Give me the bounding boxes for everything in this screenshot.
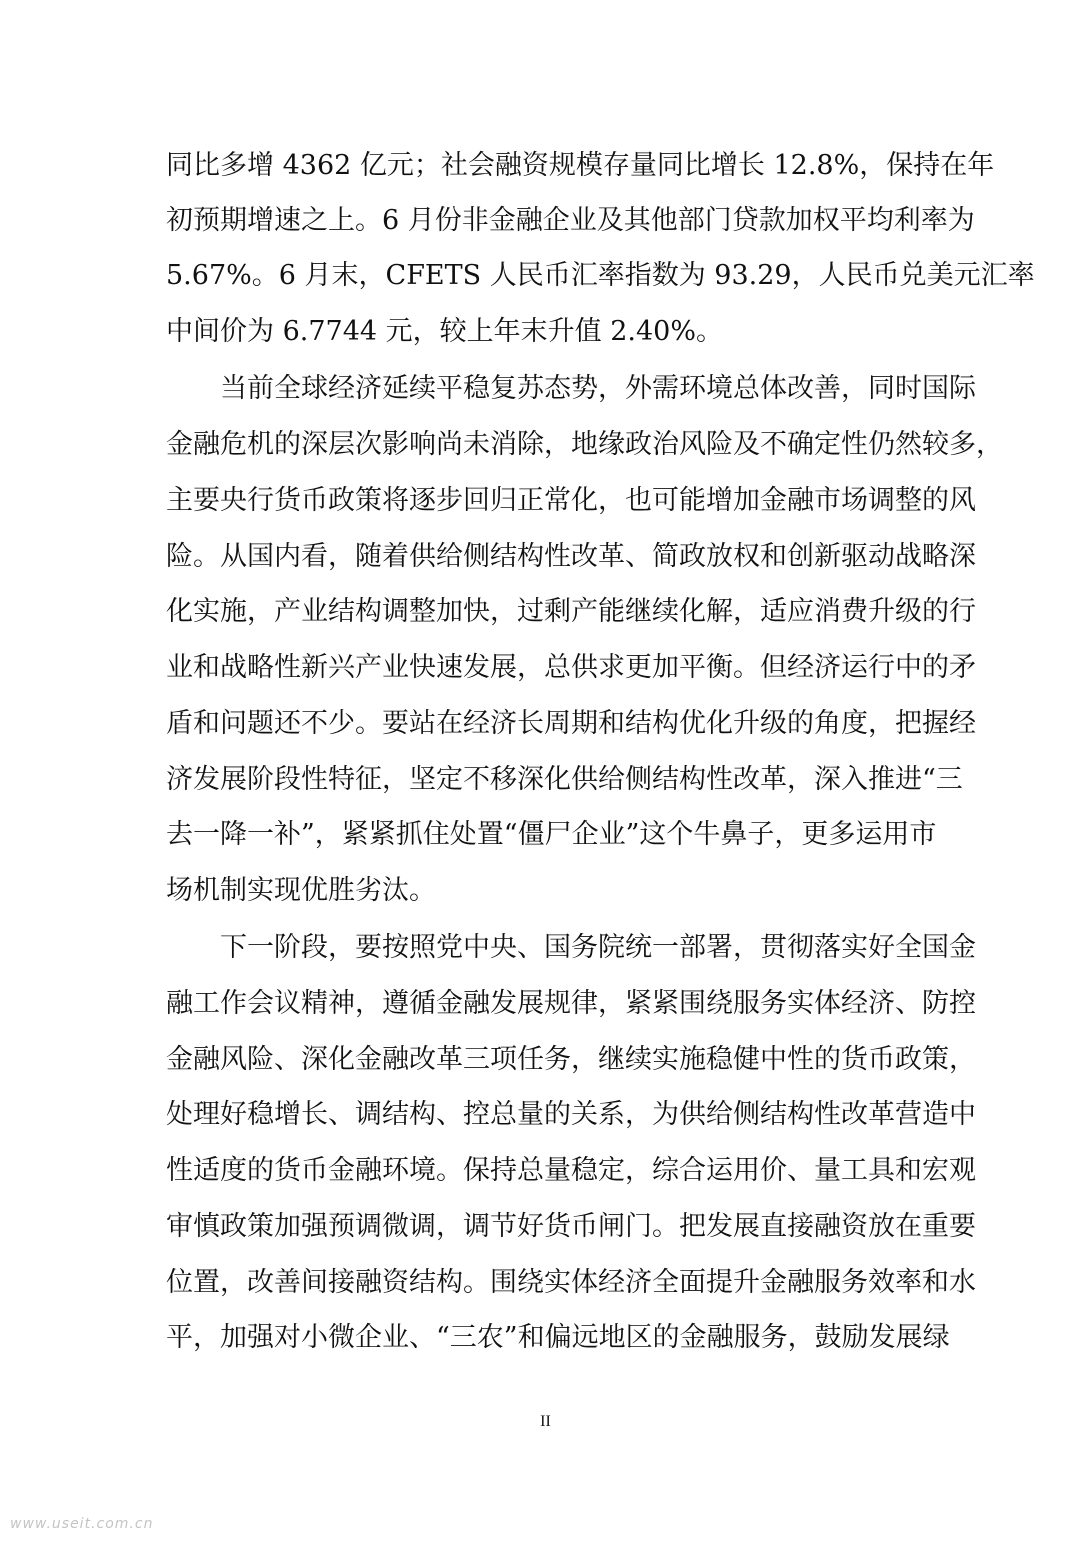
paragraph-2-line-10: 场机制实现优胜劣汰。 <box>166 875 436 906</box>
paragraph-2-line-8: 济发展阶段性特征，坚定不移深化供给侧结构性改革，深入推进“三 <box>166 764 963 795</box>
paragraph-3-line-5: 性适度的货币金融环境。保持总量稳定，综合运用价、量工具和宏观 <box>166 1155 976 1186</box>
paragraph-3-line-6: 审慎政策加强预调微调，调节好货币闸门。把发展直接融资放在重要 <box>166 1211 976 1242</box>
paragraph-2-line-2: 金融危机的深层次影响尚未消除，地缘政治风险及不确定性仍然较多， <box>166 429 1003 460</box>
paragraph-3-line-3: 金融风险、深化金融改革三项任务，继续实施稳健中性的货币政策， <box>166 1044 976 1075</box>
watermark: www.useit.com.cn <box>10 1516 154 1532</box>
paragraph-2-line-3: 主要央行货币政策将逐步回归正常化，也可能增加金融市场调整的风 <box>166 485 976 516</box>
paragraph-2-line-6: 业和战略性新兴产业快速发展，总供求更加平衡。但经济运行中的矛 <box>166 652 976 683</box>
paragraph-3-line-1: 下一阶段，要按照党中央、国务院统一部署，贯彻落实好全国金 <box>220 932 976 963</box>
paragraph-1-line-1: 同比多增 4362 亿元；社会融资规模存量同比增长 12.8%，保持在年 <box>166 150 995 181</box>
paragraph-2-line-7: 盾和问题还不少。要站在经济长周期和结构优化升级的角度，把握经 <box>166 708 976 739</box>
paragraph-3-line-8: 平，加强对小微企业、“三农”和偏远地区的金融服务，鼓励发展绿 <box>166 1322 950 1353</box>
paragraph-1-line-4: 中间价为 6.7744 元，较上年末升值 2.40%。 <box>166 316 723 347</box>
page-number: II <box>540 1413 551 1430</box>
paragraph-2-line-4: 险。从国内看，随着供给侧结构性改革、简政放权和创新驱动战略深 <box>166 541 976 572</box>
paragraph-3-line-4: 处理好稳增长、调结构、控总量的关系，为供给侧结构性改革营造中 <box>166 1099 976 1130</box>
paragraph-3-line-7: 位置，改善间接融资结构。围绕实体经济全面提升金融服务效率和水 <box>166 1267 976 1298</box>
paragraph-1-line-3: 5.67%。6 月末，CFETS 人民币汇率指数为 93.29，人民币兑美元汇率 <box>166 260 1035 291</box>
paragraph-1-line-2: 初预期增速之上。6 月份非金融企业及其他部门贷款加权平均利率为 <box>166 205 975 236</box>
paragraph-3-line-2: 融工作会议精神，遵循金融发展规律，紧紧围绕服务实体经济、防控 <box>166 988 976 1019</box>
paragraph-2-line-1: 当前全球经济延续平稳复苏态势，外需环境总体改善，同时国际 <box>220 373 976 404</box>
paragraph-2-line-5: 化实施，产业结构调整加快，过剩产能继续化解，适应消费升级的行 <box>166 596 976 627</box>
paragraph-2-line-9: 去一降一补”，紧紧抓住处置“僵尸企业”这个牛鼻子，更多运用市 <box>166 819 937 850</box>
